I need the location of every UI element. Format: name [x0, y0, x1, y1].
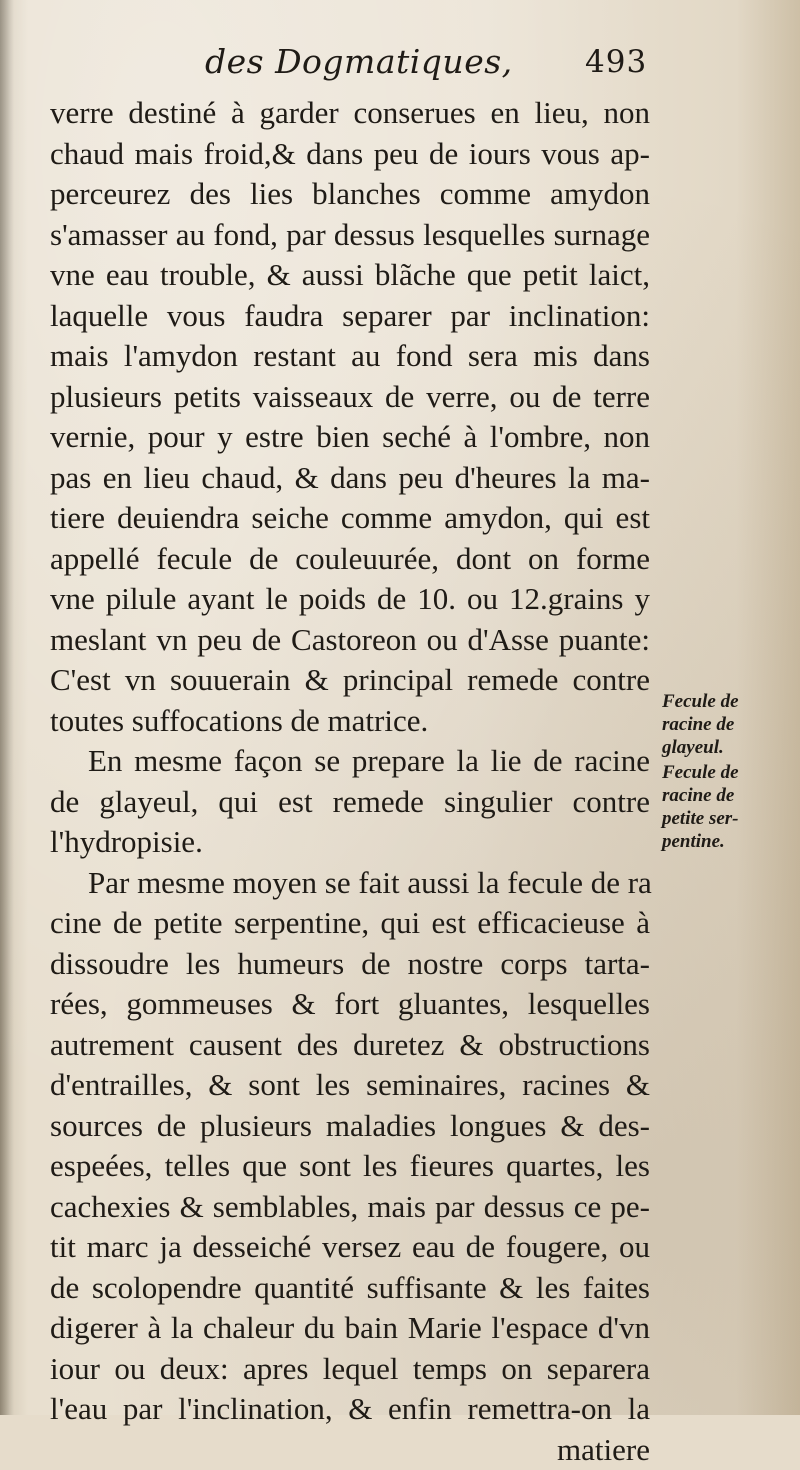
- margin-note-line: pentine.: [662, 830, 792, 853]
- text-line: perceurez des lies blanches comme amydon: [50, 174, 650, 215]
- margin-note-line: glayeul.: [662, 736, 792, 759]
- text-line: l'eau par l'inclination, & enfin remettra-on la: [50, 1389, 650, 1430]
- text-line: vne pilule ayant le poids de 10. ou 12.grains y: [50, 579, 650, 620]
- text-line: digerer à la chaleur du bain Marie l'espace d'vn: [50, 1308, 650, 1349]
- margin-note-line: racine de: [662, 713, 792, 736]
- text-line: toutes suffocations de matrice.: [50, 701, 650, 742]
- text-line: sources de plusieurs maladies longues & des-: [50, 1106, 650, 1147]
- margin-note-glayeul: [662, 690, 792, 759]
- text-line: pas en lieu chaud, & dans peu d'heures la ma-: [50, 458, 650, 499]
- text-line: s'amasser au fond, par dessus lesquelles surnage: [50, 215, 650, 256]
- text-line: de glayeul, qui est remede singulier contre: [50, 782, 650, 823]
- text-line: cachexies & semblables, mais par dessus ce pe-: [50, 1187, 650, 1228]
- text-line: Par mesme moyen se fait aussi la fecule de ra: [50, 863, 650, 904]
- gutter-shadow: [0, 0, 14, 1415]
- text-line: cine de petite serpentine, qui est efficacieuse à: [50, 903, 650, 944]
- text-line: tiere deuiendra seiche comme amydon, qui est: [50, 498, 650, 539]
- margin-note-line: Fecule de: [662, 690, 792, 713]
- text-line: chaud mais froid,& dans peu de iours vous ap-: [50, 134, 650, 175]
- catchword: matiere: [50, 1430, 650, 1470]
- text-line: plusieurs petits vaisseaux de verre, ou de terre: [50, 377, 650, 418]
- text-line: l'hydropisie.: [50, 822, 650, 863]
- margin-note-line: petite ser-: [662, 807, 792, 830]
- running-head: [0, 36, 800, 96]
- margin-note-line: racine de: [662, 784, 792, 807]
- text-line: tit marc ja desseiché versez eau de fougere, ou: [50, 1227, 650, 1268]
- text-line: mais l'amydon restant au fond sera mis dans: [50, 336, 650, 377]
- text-line: appellé fecule de couleuurée, dont on forme: [50, 539, 650, 580]
- text-line: iour ou deux: apres lequel temps on separera: [50, 1349, 650, 1390]
- text-line: autrement causent des duretez & obstructions: [50, 1025, 650, 1066]
- page-number: 493: [585, 44, 647, 80]
- text-line: meslant vn peu de Castoreon ou d'Asse puante:: [50, 620, 650, 661]
- text-line: d'entrailles, & sont les seminaires, racines &: [50, 1065, 650, 1106]
- text-line: vne eau trouble, & aussi blãche que petit laict,: [50, 255, 650, 296]
- text-line: vernie, pour y estre bien seché à l'ombre, non: [50, 417, 650, 458]
- text-line: dissoudre les humeurs de nostre corps tarta-: [50, 944, 650, 985]
- text-line: laquelle vous faudra separer par inclination:: [50, 296, 650, 337]
- text-line: C'est vn souuerain & principal remede contre: [50, 660, 650, 701]
- text-line: En mesme façon se prepare la lie de racine: [50, 741, 650, 782]
- text-line: de scolopendre quantité suffisante & les faites: [50, 1268, 650, 1309]
- body-text: [50, 93, 650, 1470]
- running-title: des Dogmatiques,: [205, 42, 513, 81]
- text-line: rées, gommeuses & fort gluantes, lesquelles: [50, 984, 650, 1025]
- text-line: espeées, telles que sont les fieures quartes, les: [50, 1146, 650, 1187]
- margin-notes: [662, 690, 792, 853]
- margin-note-serpentine: [662, 761, 792, 853]
- margin-note-line: Fecule de: [662, 761, 792, 784]
- text-line: verre destiné à garder conserues en lieu, non: [50, 93, 650, 134]
